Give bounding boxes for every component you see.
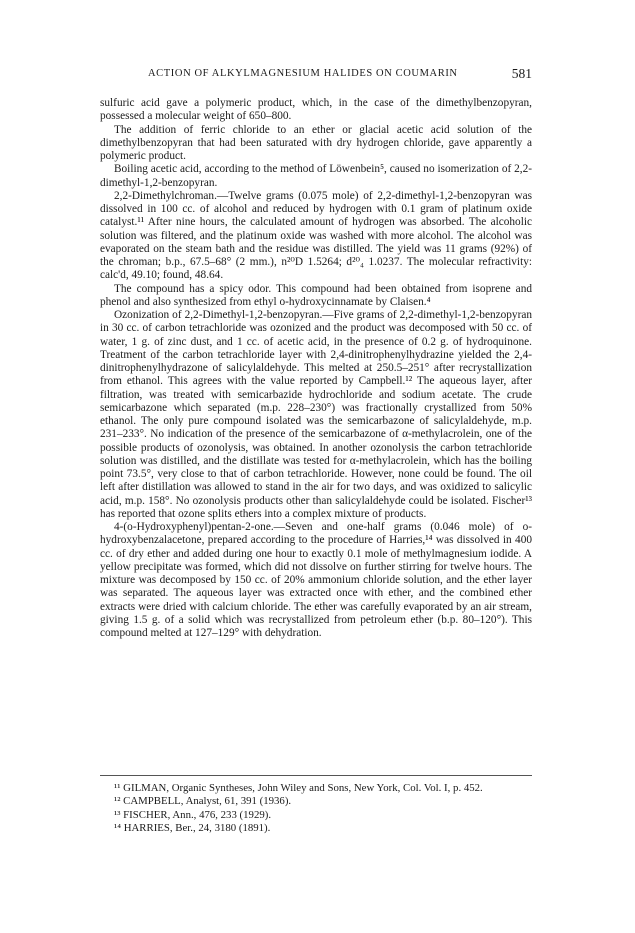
footnote: ¹³ FISCHER, Ann., 476, 233 (1929).	[114, 808, 272, 821]
paragraph: Ozonization of 2,2-Dimethyl-1,2-benzopyran.—Five grams of 2,2-dimethyl-1,2-benzopyran in 30 cc. of carbon tetrachloride was ozonized and the product was decomposed with 50 cc. of water, 1 g. of zinc dust, and 1 cc. of acetic acid, in the presence of 0.2 g. of hydroquinone. Treatment of the carbon tetrachloride layer with 2,4-dinitrophenylhydrazine yielded the 2,4-dinitrophenylhydrazone of salicylaldehyde. This melted at 250.5–251° after recrystallization from ethanol. This agrees with the value reported by Campbell.¹² The aqueous layer, after filtration, was treated with semicarbazide hydrochloride and sodium acetate. The crude semicarbazone which separated (m.p. 228–230°) was fractionally crystallized from 50% ethanol. The only pure compound isolated was the semicarbazone of salicylaldehyde, m.p. 231–233°. No indication of the presence of the semicarbazone of α-methylacrolein, one of the possible products of ozonolysis, was obtained. In another ozonolysis the carbon tetrachloride solution was distilled, and the distillate was tested for α-methylacrolein, which has the boiling point 73.5°, very close to that of carbon tetrachloride. However, none could be found. The oil left after distillation was allowed to stand in the air for two days, and was oxidized to salicylic acid, m.p. 158°. No ozonolysis products other than salicylaldehyde could be isolated. Fischer¹³ has reported that ozone splits ethers into a complex mixture of products.	[100, 309, 532, 520]
article-body	[100, 97, 532, 640]
paragraph: Boiling acetic acid, according to the method of Löwenbein⁵, caused no isomerization of 2,2-dimethyl-1,2-benzopyran.	[100, 163, 532, 189]
footnote: ¹⁴ HARRIES, Ber., 24, 3180 (1891).	[114, 822, 271, 835]
footnote-rule	[100, 775, 532, 776]
running-title: ACTION OF ALKYLMAGNESIUM HALIDES ON COUMARIN	[148, 68, 458, 79]
paragraph: The compound has a spicy odor. This compound had been obtained from isoprene and phenol and also synthesized from ethyl o-hydroxycinnamate by Claisen.⁴	[100, 282, 532, 308]
footnote: ¹¹ GILMAN, Organic Syntheses, John Wiley and Sons, New York, Col. Vol. I, p. 452.	[114, 782, 483, 794]
paragraph: 2,2-Dimethylchroman.—Twelve grams (0.075 mole) of 2,2-dimethyl-1,2-benzopyran was dissolved in 100 cc. of alcohol and reduced by hydrogen with 0.1 gram of platinum oxide catalyst.¹¹ After nine hours, the calculated amount of hydrogen was absorbed. The alcoholic solution was filtered, and the platinum oxide was washed with more alcohol. The alcohol was evaporated on the steam bath and the residue was distilled. The yield was 11 grams (92%) of the chroman; b.p., 67.5–68° (2 mm.), n²⁰D 1.5264; d²⁰₄ 1.0237. The molecular refractivity: calc'd, 49.10; found, 48.64.	[100, 189, 532, 282]
page-number: 581	[511, 66, 532, 81]
paragraph: 4-(o-Hydroxyphenyl)pentan-2-one.—Seven and one-half grams (0.046 mole) of o-hydroxybenzalacetone, prepared according to the procedure of Harries,¹⁴ was dissolved in 400 cc. of dry ether and added during one hour to exactly 0.1 mole of methylmagnesium iodide. A yellow precipitate was formed, which did not dissolve on further stirring for twelve hours. The mixture was decomposed by 150 cc. of 20% ammonium chloride solution, and the ether layer was separated. The aqueous layer was extracted once with ether, and the combined ether extracts were dried with calcium chloride. The ether was carefully evaporated by an air stream, giving 1.5 g. of a solid which was recrystallized from petroleum ether (b.p. 80–120°). This compound melted at 127–129° with dehydration.	[100, 521, 532, 639]
paragraph: sulfuric acid gave a polymeric product, which, in the case of the dimethylbenzopyran, possessed a molecular weight of 650–800.	[100, 97, 532, 123]
footnote: ¹² CAMPBELL, Analyst, 61, 391 (1936).	[114, 795, 292, 808]
footnotes	[100, 782, 532, 836]
page-header	[100, 67, 532, 85]
paragraph: The addition of ferric chloride to an ether or glacial acetic acid solution of the dimethylbenzopyran that had been saturated with dry hydrogen chloride, gave apparently a polymeric product.	[100, 123, 532, 162]
